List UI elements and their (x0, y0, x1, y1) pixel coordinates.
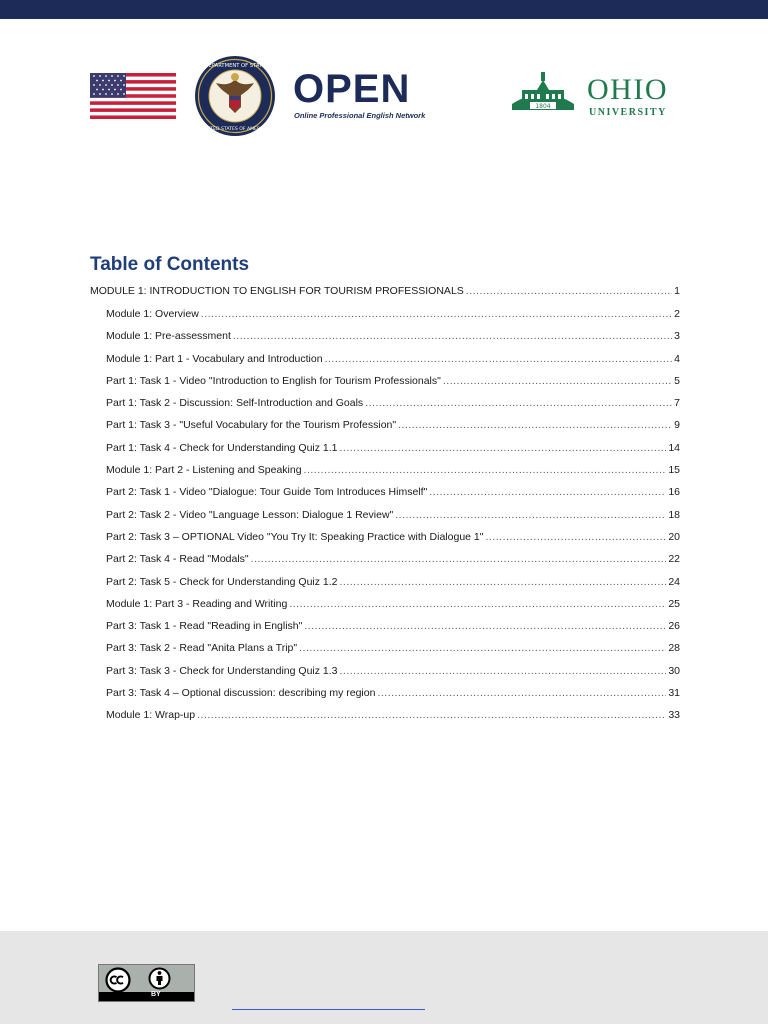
toc-entry-page: 24 (668, 575, 680, 588)
toc-entry[interactable] (90, 709, 680, 731)
top-header-bar (0, 0, 768, 19)
toc-entry-text: Module 1: Part 3 - Reading and Writing (106, 597, 288, 610)
toc-entry[interactable] (90, 375, 680, 397)
toc-entry-text: Part 3: Task 3 - Check for Understanding Quiz 1.3 (106, 664, 338, 677)
toc-dot-leader (398, 419, 672, 431)
cc-by-label: BY (151, 991, 161, 998)
toc-entry-text: Part 1: Task 1 - Video "Introduction to English for Tourism Professionals" (106, 374, 441, 387)
us-flag-icon (90, 73, 176, 119)
toc-entry-page: 3 (674, 330, 680, 343)
toc-entry-text: Part 3: Task 4 – Optional discussion: describing my region (106, 687, 376, 700)
toc-entry-page: 7 (674, 397, 680, 410)
toc-entry[interactable] (90, 553, 680, 575)
toc-entry-page: 2 (674, 308, 680, 320)
toc-dot-leader (443, 375, 672, 387)
toc-entry-page: 25 (668, 597, 680, 610)
toc-dot-leader (251, 553, 667, 565)
toc-entry[interactable] (90, 665, 680, 687)
seal-top-text: DEPARTMENT OF STATE (204, 63, 266, 69)
toc-dot-leader (466, 285, 672, 297)
toc-entry[interactable] (90, 330, 680, 352)
toc-entry-page: 20 (668, 530, 680, 543)
toc-list (90, 285, 680, 732)
toc-entry-text: Module 1: Part 1 - Vocabulary and Introduction (106, 352, 323, 365)
toc-dot-leader (485, 531, 666, 543)
toc-entry-page: 30 (668, 664, 680, 677)
toc-entry-page: 18 (668, 508, 680, 521)
toc-entry-page: 22 (668, 553, 680, 566)
toc-dot-leader (325, 353, 673, 365)
toc-dot-leader (377, 687, 666, 699)
ohio-wordmark: OHIO (587, 73, 668, 106)
toc-entry-page: 1 (674, 285, 680, 297)
toc-dot-leader (340, 442, 667, 454)
toc-title: Table of Contents (90, 254, 250, 275)
toc-entry-page: 4 (674, 352, 680, 365)
ohio-building-icon (508, 68, 578, 114)
toc-entry-page: 16 (668, 486, 680, 499)
toc-entry-text: Part 2: Task 3 – OPTIONAL Video "You Try It: Speaking Practice with Dialogue 1" (106, 530, 484, 543)
footer-license-link[interactable] (232, 1009, 425, 1010)
toc-entry[interactable] (90, 308, 680, 330)
toc-entry-page: 31 (668, 687, 680, 700)
department-of-state-seal-icon (194, 55, 276, 137)
toc-entry-text: Part 1: Task 3 - "Useful Vocabulary for the Tourism Profession" (106, 419, 397, 432)
toc-entry-text: MODULE 1: INTRODUCTION TO ENGLISH FOR TOURISM PROFESSIONALS (90, 285, 464, 297)
attribution-person-icon (148, 967, 171, 990)
seal-bottom-text: UNITED STATES OF AMERICA (202, 127, 268, 132)
toc-dot-leader (340, 665, 667, 677)
toc-entry-text: Module 1: Overview (106, 308, 199, 320)
toc-entry-page: 33 (668, 709, 680, 722)
footer (0, 931, 768, 1024)
toc-entry[interactable] (90, 576, 680, 598)
toc-entry[interactable] (90, 419, 680, 441)
toc-entry-page: 14 (668, 441, 680, 454)
toc-dot-leader (365, 397, 672, 409)
toc-dot-leader (304, 620, 666, 632)
ohio-subtitle: UNIVERSITY (589, 107, 667, 118)
toc-dot-leader (299, 642, 666, 654)
toc-entry[interactable] (90, 509, 680, 531)
toc-entry-text: Part 3: Task 2 - Read "Anita Plans a Trip" (106, 642, 298, 655)
toc-dot-leader (304, 464, 667, 476)
cc-icon (105, 967, 131, 993)
toc-entry-text: Part 2: Task 2 - Video "Language Lesson: Dialogue 1 Review" (106, 508, 394, 521)
toc-entry[interactable] (90, 353, 680, 375)
toc-dot-leader (197, 709, 666, 721)
toc-entry[interactable] (90, 687, 680, 709)
toc-entry-page: 28 (668, 642, 680, 655)
cc-by-license-badge[interactable] (98, 964, 195, 1002)
toc-entry-page: 9 (674, 419, 680, 432)
toc-entry[interactable] (90, 598, 680, 620)
toc-entry[interactable] (90, 486, 680, 508)
toc-entry-text: Module 1: Pre-assessment (106, 330, 231, 343)
toc-entry[interactable] (90, 397, 680, 419)
toc-entry-page: 5 (674, 374, 680, 387)
toc-dot-leader (340, 576, 667, 588)
toc-entry-text: Module 1: Wrap-up (106, 709, 196, 722)
toc-entry-text: Part 2: Task 4 - Read "Modals" (106, 553, 249, 566)
toc-entry-text: Part 2: Task 1 - Video "Dialogue: Tour Guide Tom Introduces Himself" (106, 486, 428, 499)
toc-entry[interactable] (90, 531, 680, 553)
toc-entry[interactable] (90, 464, 680, 486)
toc-entry-text: Part 2: Task 5 - Check for Understanding Quiz 1.2 (106, 575, 338, 588)
toc-entry[interactable] (90, 642, 680, 664)
logo-banner (0, 50, 768, 145)
toc-entry-page: 26 (668, 620, 680, 633)
open-tagline: Online Professional English Network (294, 111, 426, 120)
toc-entry[interactable] (90, 620, 680, 642)
toc-entry-text: Part 1: Task 4 - Check for Understanding Quiz 1.1 (106, 441, 338, 454)
toc-dot-leader (289, 598, 666, 610)
open-wordmark: OPEN (293, 67, 411, 111)
toc-dot-leader (429, 486, 666, 498)
toc-dot-leader (395, 509, 666, 521)
table-of-contents (90, 254, 680, 732)
toc-entry-text: Part 3: Task 1 - Read "Reading in English" (106, 620, 303, 633)
toc-entry[interactable] (90, 285, 680, 308)
toc-entry-page: 15 (668, 464, 680, 477)
toc-entry-text: Part 1: Task 2 - Discussion: Self-Introduction and Goals (106, 397, 364, 410)
toc-entry[interactable] (90, 442, 680, 464)
toc-dot-leader (233, 330, 672, 342)
open-logo (293, 68, 428, 124)
toc-entry-text: Module 1: Part 2 - Listening and Speaking (106, 464, 302, 477)
ohio-founding-year: 1804 (535, 103, 551, 110)
toc-dot-leader (201, 308, 672, 320)
